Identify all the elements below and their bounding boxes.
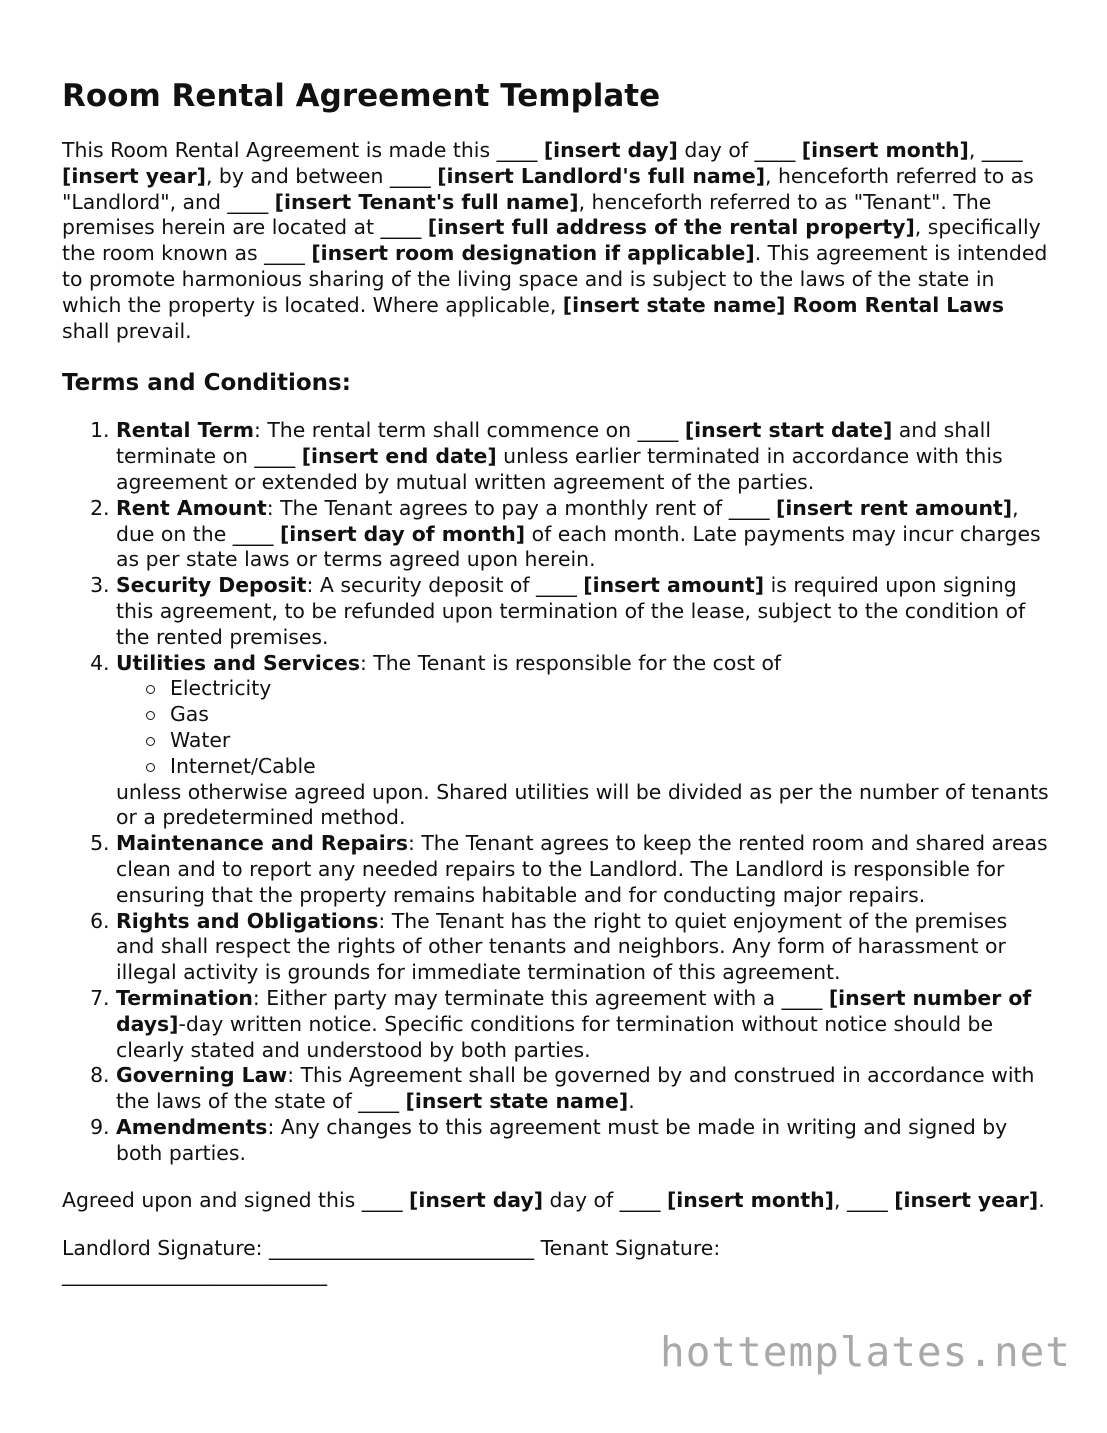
term-label: Rent Amount bbox=[116, 495, 267, 520]
watermark: hottemplates.net bbox=[660, 1328, 1071, 1376]
placeholder-field: [insert month] bbox=[801, 138, 969, 162]
tenant-signature-line[interactable]: __________________________ bbox=[62, 1262, 328, 1287]
utility-item: Water bbox=[144, 728, 1052, 754]
term-label: Governing Law bbox=[116, 1063, 288, 1088]
term-text bbox=[360, 651, 781, 675]
placeholder-field: [insert day of month] bbox=[279, 521, 526, 546]
text-run: ____ bbox=[846, 1188, 895, 1213]
text-run: day of bbox=[543, 1188, 620, 1213]
placeholder-field: [insert state name] bbox=[405, 1089, 629, 1114]
utility-item: Electricity bbox=[144, 676, 1052, 702]
text-run: ____ bbox=[361, 1188, 410, 1213]
page-title: Room Rental Agreement Template bbox=[62, 78, 661, 114]
term-label: Security Deposit bbox=[116, 573, 307, 598]
term-item bbox=[116, 496, 1052, 573]
text-run: of each month. Late payments may incur charges as per state laws or terms agreed upon herein. bbox=[116, 521, 1041, 572]
term-label: Amendments bbox=[116, 1114, 268, 1139]
term-label: Termination bbox=[116, 985, 253, 1010]
text-run: -day written notice. Specific conditions for termination without notice should be clearly stated and understood by both parties. bbox=[116, 1011, 994, 1062]
placeholder-field: [insert rent amount] bbox=[776, 495, 1013, 520]
text-run: , henceforth referred to as "Tenant". The premises herein are located at bbox=[62, 189, 992, 240]
placeholder-field: [insert number of days] bbox=[116, 985, 1032, 1036]
placeholder-field: [insert full address of the rental property] bbox=[427, 215, 915, 240]
text-run: . bbox=[1038, 1188, 1045, 1213]
text-run: ____ bbox=[232, 521, 280, 546]
text-run: unless earlier terminated in accordance with this agreement or extended by mutual written agreement of the parties. bbox=[116, 444, 1003, 494]
term-label: Maintenance and Repairs bbox=[116, 831, 408, 856]
terms-heading: Terms and Conditions: bbox=[62, 370, 351, 397]
text-run: : The Tenant agrees to keep the rented room and shared areas clean and to report any needed repairs to the Landlord. The Landlord is responsible for ensuring that the property remains habitable and for conducting major repairs. bbox=[116, 831, 1048, 907]
placeholder-field: [insert day] bbox=[543, 138, 678, 162]
utility-item: Gas bbox=[144, 702, 1052, 728]
text-run: ____ bbox=[619, 1188, 667, 1213]
term-item bbox=[116, 418, 1052, 495]
text-run: This Room Rental Agreement is made this bbox=[62, 138, 497, 162]
term-item bbox=[116, 1115, 1052, 1167]
term-item bbox=[116, 831, 1052, 908]
document-page bbox=[62, 76, 1052, 1288]
text-run: ____ bbox=[389, 163, 438, 188]
text-run: ____ bbox=[380, 215, 428, 240]
text-run: ____ bbox=[264, 241, 312, 266]
term-item bbox=[116, 1063, 1052, 1115]
landlord-signature-label: Landlord Signature: bbox=[62, 1236, 270, 1261]
text-run: ____ bbox=[496, 138, 544, 162]
term-item bbox=[116, 651, 1052, 832]
term-label: Rental Term bbox=[116, 418, 254, 443]
text-run: : Any changes to this agreement must be made in writing and signed by both parties. bbox=[116, 1114, 1008, 1165]
text-run: . This agreement is intended to promote harmonious sharing of the living space and is subject to the laws of the state in which the property is located. Where applicable, bbox=[62, 241, 1048, 317]
text-run: ____ bbox=[981, 138, 1023, 162]
text-run: : This Agreement shall be governed by and construed in accordance with the laws of the state of bbox=[116, 1063, 1035, 1114]
placeholder-field: [insert end date] bbox=[301, 444, 497, 469]
text-run: . bbox=[628, 1089, 635, 1114]
placeholder-field: [insert state name] Room Rental Laws bbox=[562, 292, 1005, 317]
term-item bbox=[116, 986, 1052, 1063]
text-run: : The Tenant has the right to quiet enjoyment of the premises and shall respect the rights of other tenants and neighbors. Any form of harassment or illegal activity is grounds for immediate termination of this agreement. bbox=[116, 908, 1008, 985]
text-run: : The Tenant is responsible for the cost of bbox=[359, 650, 782, 675]
signature-block bbox=[62, 1236, 1052, 1288]
text-run: ____ bbox=[728, 495, 776, 520]
placeholder-field: [insert Tenant's full name] bbox=[274, 189, 579, 214]
landlord-signature-line[interactable]: __________________________ bbox=[269, 1236, 535, 1261]
text-run: : The rental term shall commence on bbox=[253, 418, 638, 443]
text-run: ____ bbox=[536, 573, 584, 598]
text-run: day of bbox=[677, 138, 755, 162]
text-run: and shall terminate on bbox=[116, 418, 992, 469]
term-label: Utilities and Services bbox=[116, 650, 360, 675]
term-text bbox=[116, 986, 1031, 1062]
text-run: Agreed upon and signed this bbox=[62, 1188, 362, 1213]
placeholder-field: [insert room designation if applicable] bbox=[311, 241, 755, 266]
text-run: shall prevail. bbox=[62, 318, 192, 343]
utilities-note: unless otherwise agreed upon. Shared utilities will be divided as per the number of tenants or a predetermined method. bbox=[116, 779, 1049, 830]
text-run: ____ bbox=[358, 1089, 406, 1114]
placeholder-field: [insert start date] bbox=[684, 418, 893, 443]
term-label: Rights and Obligations bbox=[116, 908, 379, 933]
agreed-paragraph bbox=[62, 1188, 1052, 1214]
intro-paragraph bbox=[62, 138, 1052, 344]
text-run: , bbox=[968, 138, 982, 162]
placeholder-field: [insert month] bbox=[666, 1188, 834, 1213]
text-run: ____ bbox=[254, 444, 302, 469]
text-run: : A security deposit of bbox=[306, 573, 537, 598]
text-run: ____ bbox=[754, 138, 802, 162]
placeholder-field: [insert year] bbox=[62, 163, 206, 188]
placeholder-field: [insert day] bbox=[409, 1188, 544, 1213]
text-run: is required upon signing this agreement, to be refunded upon termination of the lease, subject to the condition of the rented premises. bbox=[116, 573, 1026, 649]
term-item bbox=[116, 573, 1052, 650]
terms-list bbox=[62, 418, 1052, 1166]
term-item bbox=[116, 909, 1052, 986]
placeholder-field: [insert amount] bbox=[583, 573, 765, 598]
tenant-signature-label: Tenant Signature: bbox=[534, 1236, 721, 1261]
text-run: ____ bbox=[227, 189, 275, 214]
text-run: , henceforth referred to as "Landlord", and bbox=[62, 163, 1034, 214]
text-run: , specifically the room known as bbox=[62, 215, 1041, 266]
text-run: : The Tenant agrees to pay a monthly rent of bbox=[266, 495, 729, 520]
text-run: , bbox=[834, 1188, 847, 1213]
text-run: ____ bbox=[637, 418, 685, 443]
placeholder-field: [insert year] bbox=[894, 1188, 1039, 1213]
placeholder-field: [insert Landlord's full name] bbox=[437, 163, 766, 188]
utility-item: Internet/Cable bbox=[144, 754, 1052, 780]
text-run: , by and between bbox=[205, 163, 390, 188]
text-run: : Either party may terminate this agreement with a bbox=[252, 985, 782, 1010]
utilities-list bbox=[116, 676, 1052, 779]
text-run: ____ bbox=[781, 985, 829, 1010]
text-run: , due on the bbox=[116, 495, 1019, 546]
